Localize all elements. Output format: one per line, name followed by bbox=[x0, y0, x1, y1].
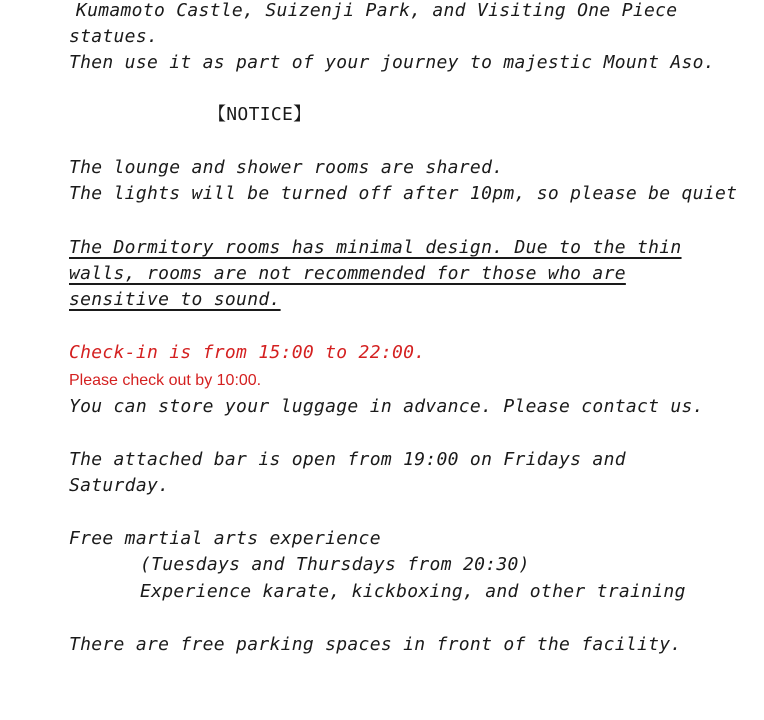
martial-arts-schedule: (Tuesdays and Thursdays from 20:30) bbox=[140, 554, 530, 575]
martial-arts-title: Free martial arts experience bbox=[69, 528, 381, 549]
martial-arts-description: Experience karate, kickboxing, and other training bbox=[140, 581, 686, 602]
bar-hours-line-1: The attached bar is open from 19:00 on Fridays and bbox=[69, 449, 626, 470]
bar-hours-line-2: Saturday. bbox=[69, 475, 170, 496]
intro-line-1: Kumamoto Castle, Suizenji Park, and Visiting One Piece bbox=[76, 0, 678, 21]
dormitory-line-2: walls, rooms are not recommended for those who are bbox=[69, 263, 626, 284]
parking-text: There are free parking spaces in front of the facility. bbox=[69, 634, 682, 655]
intro-line-2: statues. bbox=[69, 26, 159, 47]
lights-off-text: The lights will be turned off after 10pm, so please be quiet bbox=[69, 183, 738, 204]
dormitory-line-3: sensitive to sound. bbox=[69, 289, 281, 310]
checkout-time-text: Please check out by 10:00. bbox=[69, 372, 262, 389]
shared-rooms-text: The lounge and shower rooms are shared. bbox=[69, 157, 504, 178]
luggage-storage-text: You can store your luggage in advance. Please contact us. bbox=[69, 396, 704, 417]
dormitory-line-1: The Dormitory rooms has minimal design. Due to the thin bbox=[69, 237, 682, 258]
checkin-time-text: Check-in is from 15:00 to 22:00. bbox=[69, 342, 426, 363]
notice-heading: 【NOTICE】 bbox=[208, 104, 312, 125]
intro-line-3: Then use it as part of your journey to majestic Mount Aso. bbox=[69, 52, 715, 73]
